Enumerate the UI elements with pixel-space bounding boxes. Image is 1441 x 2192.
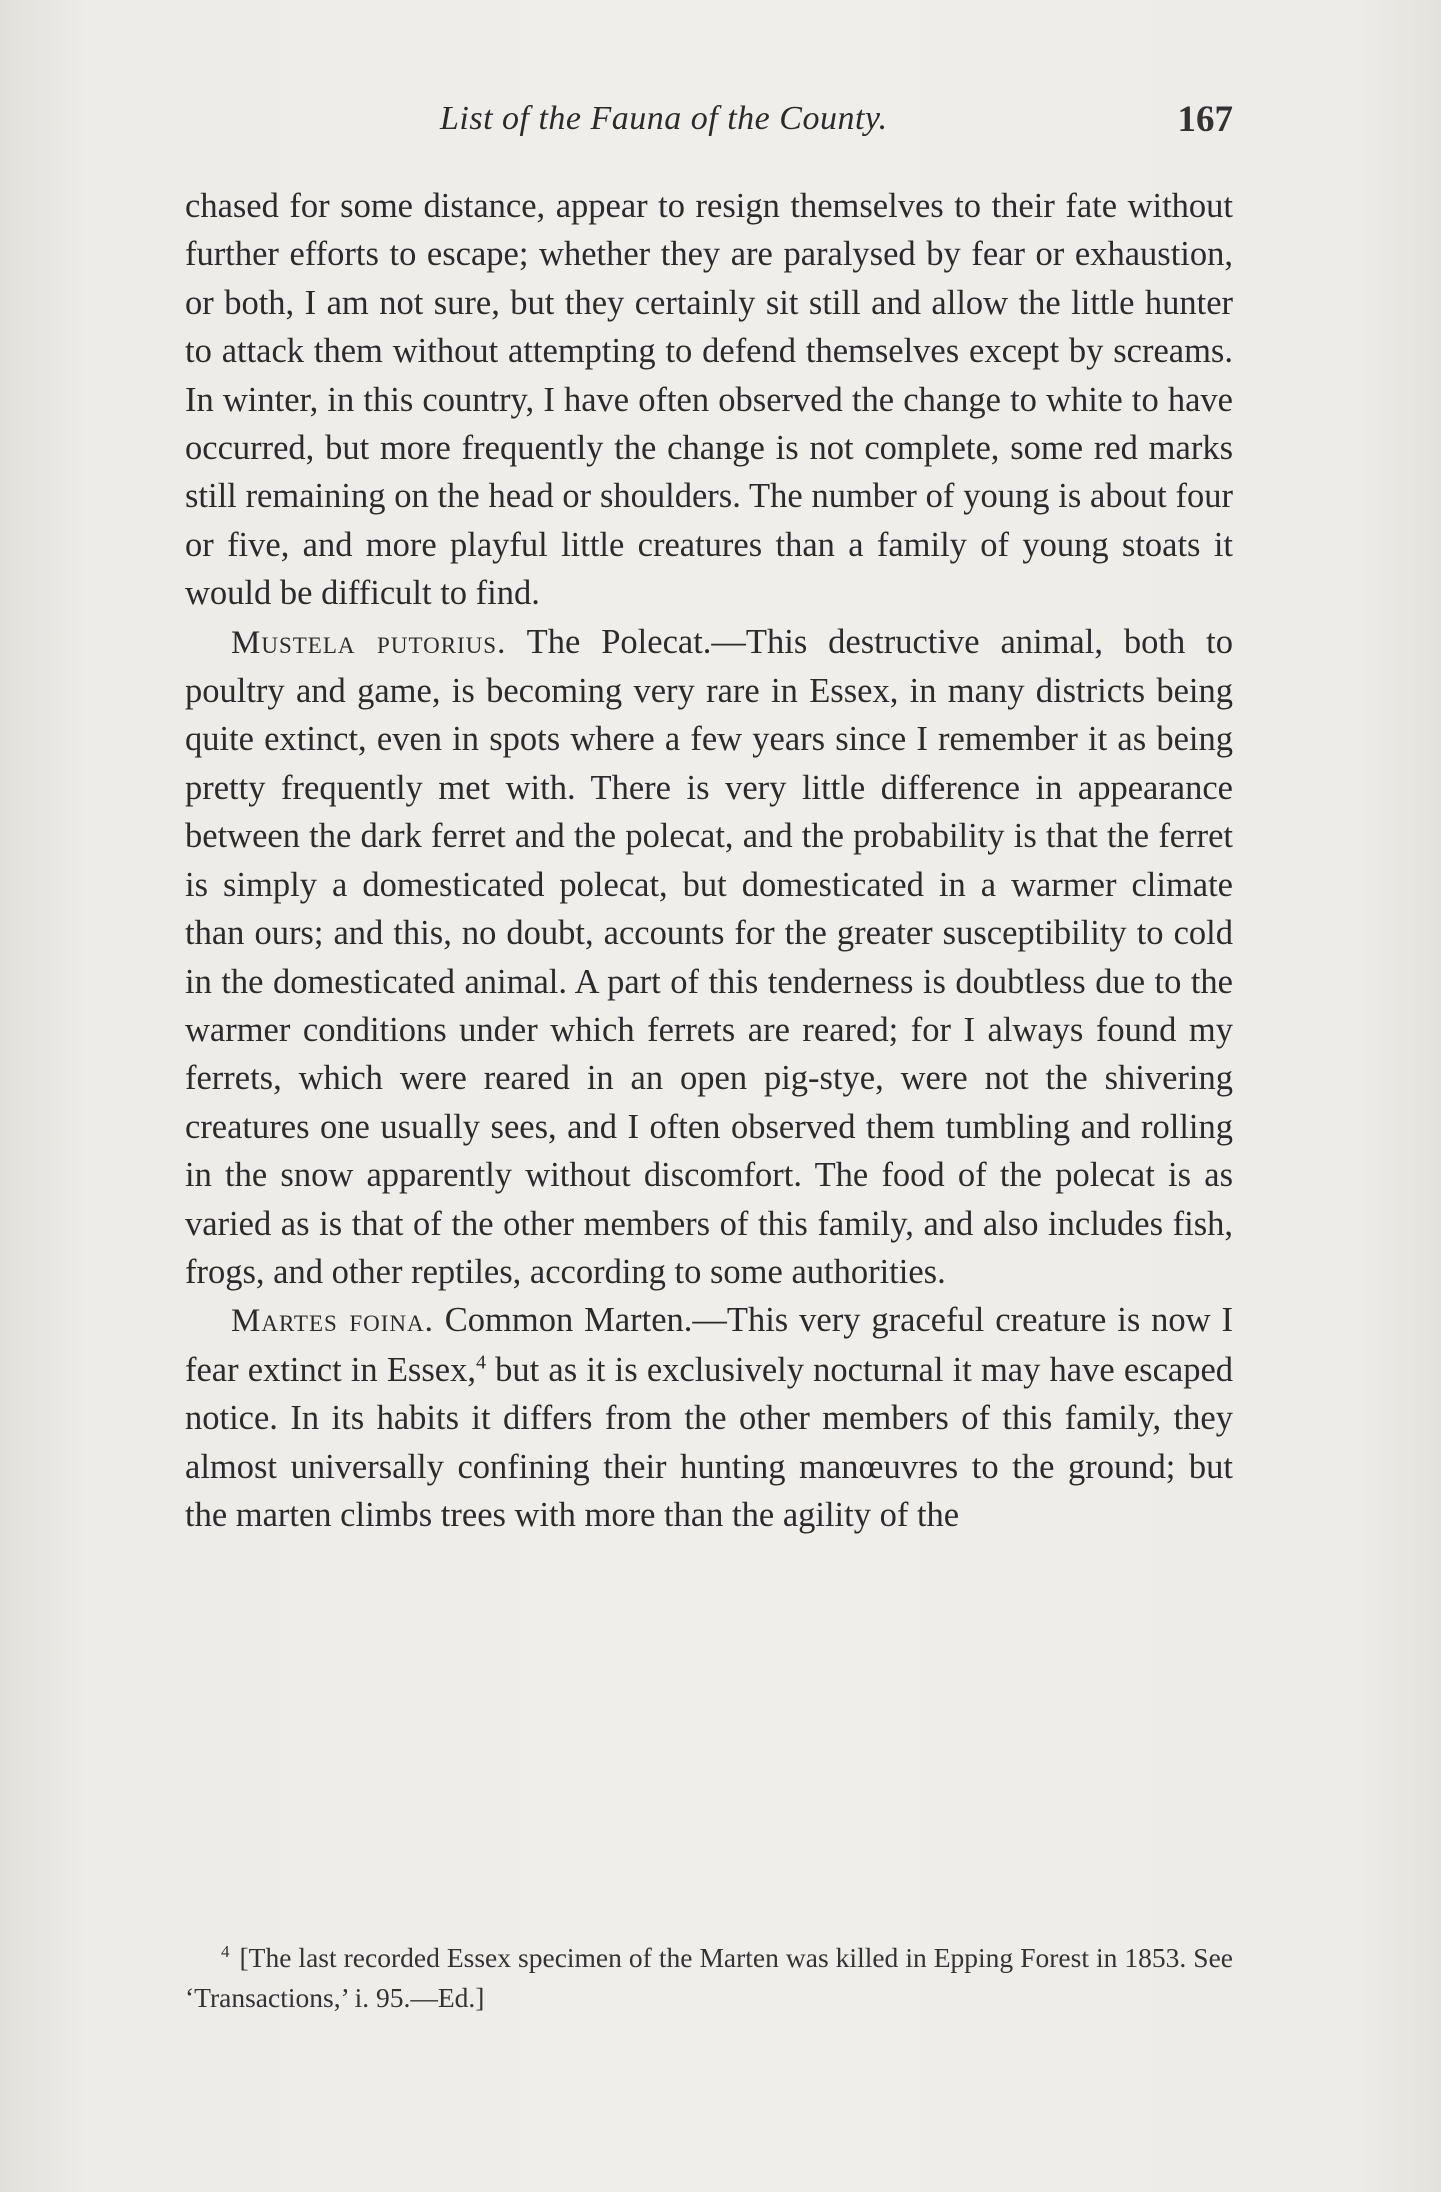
paragraph-text: chased for some distance, appear to resign themselves to their fate without further efforts to escape; whether they are paralysed by fear or exhaustion, or both, I am not sure, but they certainly sit still and allow the little hunter to attack them without attempting to defend themselves except by screams. In winter, in this country, I have often observed the change to white to have occurred, but more frequently the change is not complete, some red marks still remaining on the head or shoulders. The number of young is about four or five, and more playful little creatures than a family of young stoats it would be difficult to find. [185, 187, 1233, 613]
footnote-paragraph [185, 1938, 1233, 2018]
footnote-marker: 4 [221, 1941, 230, 1961]
paragraph-marten [185, 1296, 1233, 1539]
footnote-text: [The last recorded Essex specimen of the Marten was killed in Epping Forest in 1853. See ‘Transactions,’ i. 95.—Ed.] [185, 1942, 1233, 2013]
footnote-reference: 4 [475, 1351, 486, 1374]
footnote [185, 1938, 1233, 2018]
paragraph-text: The Polecat.—This destructive animal, both to poultry and game, is becoming very rare in Essex, in many districts being quite extinct, even in spots where a few years since I remember it as being pretty frequently met with. There is very little difference in appearance between the dark ferret and the polecat, and the probability is that the ferret is simply a domesticated polecat, but domesticated in a warmer climate than ours; and this, no doubt, accounts for the greater susceptibility to cold in the domesticated animal. A part of this tenderness is doubtless due to the warmer conditions under which ferrets are reared; for I always found my ferrets, which were reared in an open pig-stye, were not the shivering creatures one usually sees, and I often observed them tumbling and rolling in the snow apparently without discomfort. The food of the polecat is as varied as is that of the other members of this family, and also includes fish, frogs, and other reptiles, according to some authorities. [185, 622, 1233, 1291]
paragraph-text: but as it is exclusively nocturnal it may have escaped notice. In its habits it differs from the other members of this family, they almost universally confining their hunting manœuvres to the ground; but the marten climbs trees with more than the agility of the [185, 1350, 1234, 1534]
paragraph-polecat [185, 618, 1233, 1297]
paragraph-stoat-continued [185, 182, 1233, 618]
page-number: 167 [1177, 99, 1233, 140]
body-text [185, 182, 1233, 1539]
running-title: List of the Fauna of the County. [440, 100, 888, 137]
paragraph-text: Common Marten.—This very graceful creature is now I fear extinct in Essex, [185, 1301, 1233, 1389]
running-head [185, 100, 1233, 160]
species-name-polecat: Mustela putorius. [231, 624, 507, 661]
species-name-marten: Martes foina. [231, 1303, 434, 1340]
